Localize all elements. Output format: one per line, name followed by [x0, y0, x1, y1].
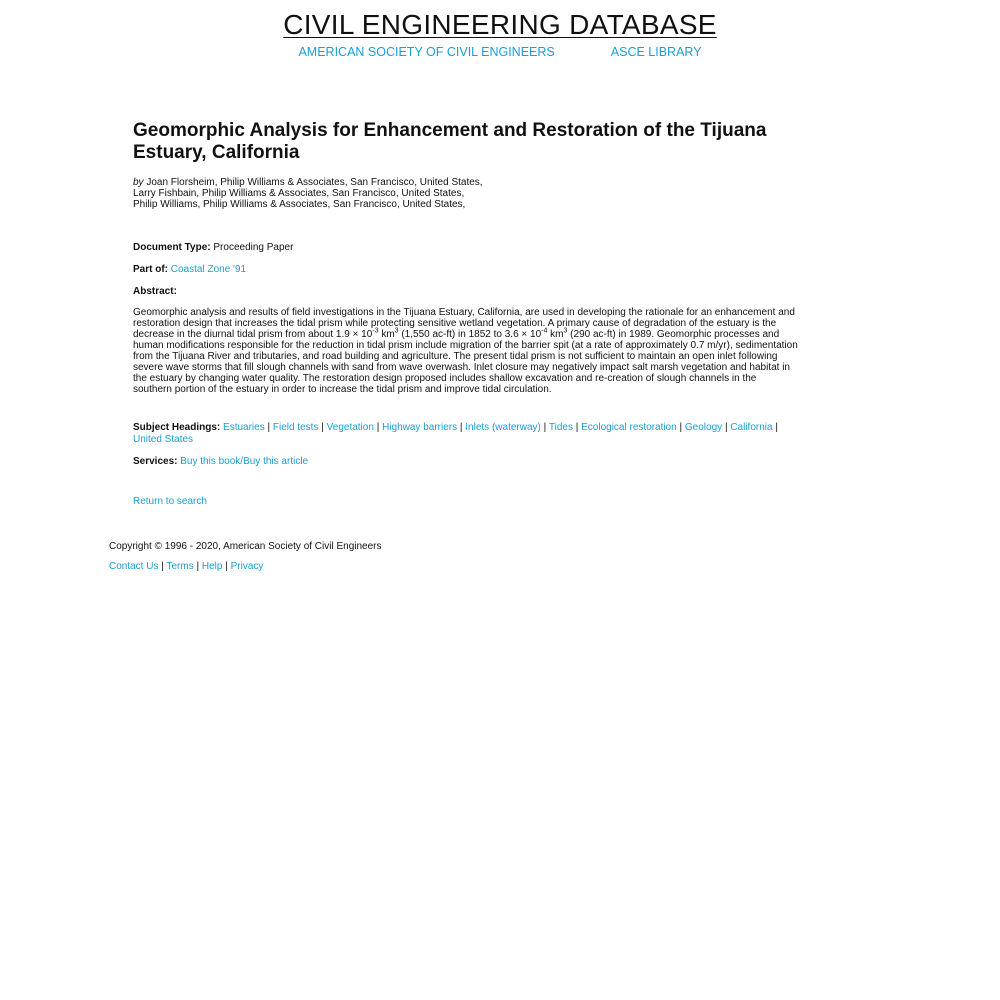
separator: |	[724, 422, 728, 433]
abstract-segment: km	[378, 329, 395, 340]
footer-link-help[interactable]: Help	[201, 561, 223, 572]
abstract-segment: km	[547, 329, 564, 340]
author-list	[133, 177, 798, 210]
abstract-superscript: -3	[372, 327, 379, 335]
author-line	[133, 177, 798, 188]
document-type	[133, 242, 798, 254]
separator: |	[225, 561, 228, 572]
separator: |	[376, 422, 380, 433]
separator: |	[543, 422, 547, 433]
article-title: Geomorphic Analysis for Enhancement and Restoration of the Tijuana Estuary, California	[133, 120, 767, 163]
author-line	[133, 199, 798, 210]
site-nav	[0, 44, 1000, 60]
separator: |	[575, 422, 579, 433]
author-line	[133, 188, 798, 199]
footer-link-terms[interactable]: Terms	[166, 561, 194, 572]
subject-link-vegetation[interactable]: Vegetation	[326, 422, 374, 433]
footer-links	[109, 561, 809, 573]
separator: |	[161, 561, 164, 572]
separator: |	[321, 422, 324, 433]
part-of	[133, 264, 798, 276]
footer-link-contact[interactable]: Contact Us	[109, 561, 159, 572]
abstract-superscript: 3	[563, 327, 568, 335]
subject-link-highway-barriers[interactable]: Highway barriers	[382, 422, 458, 433]
return-row	[133, 496, 798, 508]
return-to-search-link[interactable]: Return to search	[133, 496, 207, 507]
subject-link-united-states[interactable]: United States	[133, 434, 194, 445]
abstract-heading	[133, 286, 798, 298]
subject-link-estuaries[interactable]: Estuaries	[223, 422, 265, 433]
nav-link-asce[interactable]: AMERICAN SOCIETY OF CIVIL ENGINEERS	[298, 45, 555, 59]
author-2: Larry Fishbain, Philip Williams & Associates, San Francisco, United States,	[133, 188, 465, 199]
subject-headings	[133, 422, 798, 446]
document-type-label: Document Type:	[133, 242, 211, 253]
part-of-label: Part of:	[133, 264, 168, 275]
services	[133, 456, 798, 468]
author-1: Joan Florsheim, Philip Williams & Associates, San Francisco, United States,	[146, 177, 483, 188]
separator: |	[679, 422, 683, 433]
abstract-text	[133, 307, 798, 395]
subject-headings-label: Subject Headings:	[133, 422, 221, 433]
separator: |	[267, 422, 271, 433]
footer-link-privacy[interactable]: Privacy	[230, 561, 264, 572]
subject-link-california[interactable]: California	[730, 422, 773, 433]
subject-link-tides[interactable]: Tides	[548, 422, 573, 433]
abstract-segment: (1,550 ac-ft) in 1852 to 3.6 × 10	[398, 329, 542, 340]
abstract-segment: (290 ac-ft) in 1989. Geomorphic processes and human modifications responsible for the reduction in tidal prism include migration of the barrier spit (at a rate of approximately 0.7 m/yr), sedimentation from the Tijuana River and tributaries, and road building and agriculture. The present tidal prism is not sufficient to maintain an open inlet following severe wave storms that fill slough channels with sand from wave overwash. Inlet closure may negatively impact salt marsh vegetation and habitat in the estuary by changing water quality. The restoration design proposed includes shallow excavation and re-creation of slough channels in the southern portion of the estuary in order to increase the tidal prism and improve tidal circulation.	[133, 329, 798, 395]
subject-link-geology[interactable]: Geology	[684, 422, 723, 433]
abstract-superscript: -4	[541, 327, 548, 335]
services-label: Services:	[133, 456, 178, 467]
separator: |	[196, 561, 200, 572]
subject-link-inlets[interactable]: Inlets (waterway)	[465, 422, 541, 433]
article	[133, 120, 798, 508]
part-of-link[interactable]: Coastal Zone '91	[170, 264, 247, 275]
site-title[interactable]	[0, 8, 1000, 42]
footer	[109, 541, 809, 573]
document-type-value: Proceeding Paper	[213, 242, 294, 253]
subject-link-ecological-restoration[interactable]: Ecological restoration	[581, 422, 677, 433]
author-3: Philip Williams, Philip Williams & Associates, San Francisco, United States,	[133, 199, 466, 210]
abstract-label: Abstract:	[133, 286, 177, 297]
separator: |	[775, 422, 778, 433]
buy-link[interactable]: Buy this book/Buy this article	[180, 456, 309, 467]
site-title-text[interactable]: CIVIL ENGINEERING DATABASE	[283, 9, 717, 40]
nav-link-asce-library[interactable]: ASCE LIBRARY	[610, 45, 702, 59]
by-label: by	[133, 177, 144, 188]
subject-link-field-tests[interactable]: Field tests	[272, 422, 319, 433]
abstract-segment: Geomorphic analysis and results of field investigations in the Tijuana Estuary, California, are used in developing the rationale for an enhancement and restoration design that increases the tidal prism while protecting sensitive wetland vegetation. A primary cause of degradation of the estuary is the decrease in the diurnal tidal prism from about 1.9 × 10	[133, 307, 795, 340]
copyright: Copyright © 1996 - 2020, American Society of Civil Engineers	[109, 541, 382, 552]
abstract-superscript: 3	[394, 327, 399, 335]
separator: |	[459, 422, 463, 433]
